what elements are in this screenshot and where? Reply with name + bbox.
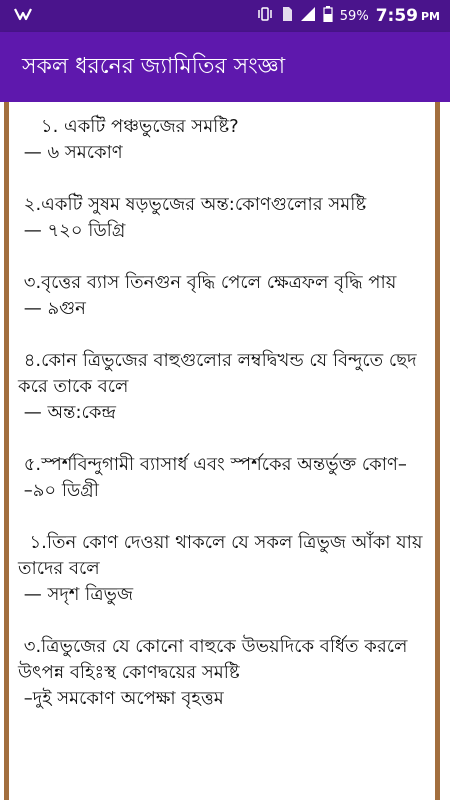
- answer-text: — ৯গুন: [18, 298, 86, 319]
- qa-item: [18, 530, 428, 608]
- qa-item: [18, 270, 428, 322]
- app-title: সকল ধরনের জ্যামিতির সংজ্ঞা: [22, 53, 286, 79]
- status-left: [14, 6, 32, 26]
- question-text: ৩.ত্রিভুজের যে কোনো বাহুকে উভয়দিকে বর্ধিত করলে উৎপন্ন বহিঃস্থ কোণদ্বয়ের সমষ্টি: [18, 636, 414, 683]
- qa-list: [18, 114, 428, 738]
- status-bar: [0, 0, 450, 32]
- content-scroll-area[interactable]: [0, 102, 450, 800]
- qa-item: [18, 452, 428, 504]
- answer-text: — সদৃশ ত্রিভুজ: [18, 584, 134, 605]
- battery-percent: 59%: [339, 8, 369, 24]
- app-bar: [0, 32, 450, 102]
- qa-item: [18, 348, 428, 426]
- qa-item: [18, 634, 428, 712]
- app-logo-icon: [14, 6, 32, 26]
- clock-ampm: PM: [420, 9, 440, 23]
- status-right: [256, 6, 440, 26]
- question-text: ২.একটি সুষম ষড়ভুজের অন্ত:কোণগুলোর সমষ্টি: [18, 194, 367, 215]
- clock-time: 7:59: [375, 6, 418, 26]
- answer-text: –দুই সমকোণ অপেক্ষা বৃহত্তম: [18, 688, 224, 709]
- question-text: ৩.বৃত্তের ব্যাস তিনগুন বৃদ্ধি পেলে ক্ষেত্রফল বৃদ্ধি পায়: [18, 272, 397, 293]
- answer-text: –৯০ ডিগ্রী: [18, 480, 99, 501]
- qa-item: [18, 114, 428, 166]
- answer-text: — অন্ত:কেন্দ্র: [18, 402, 116, 423]
- question-text: ৫.স্পর্শবিন্দুগামী ব্যাসার্ধ এবং স্পর্শকের অন্তর্ভুক্ত কোণ–: [18, 454, 407, 475]
- answer-text: — ৭২০ ডিগ্রি: [18, 220, 126, 241]
- vibrate-icon: [256, 6, 274, 26]
- question-text: ৪.কোন ত্রিভুজের বাহুগুলোর লম্বদ্বিখন্ড যে বিন্দুতে ছেদ করে তাকে বলে: [18, 350, 423, 397]
- qa-item: [18, 192, 428, 244]
- signal-icon: [300, 6, 316, 26]
- battery-icon: [323, 6, 333, 26]
- question-text: ১.তিন কোণ দেওয়া থাকলে যে সকল ত্রিভুজ আঁকা যায় তাদের বলে: [18, 532, 429, 579]
- question-text: ১. একটি পঞ্চভুজের সমষ্টি?: [18, 116, 239, 137]
- answer-text: — ৬ সমকোণ: [18, 142, 123, 163]
- sim-icon: [281, 6, 293, 26]
